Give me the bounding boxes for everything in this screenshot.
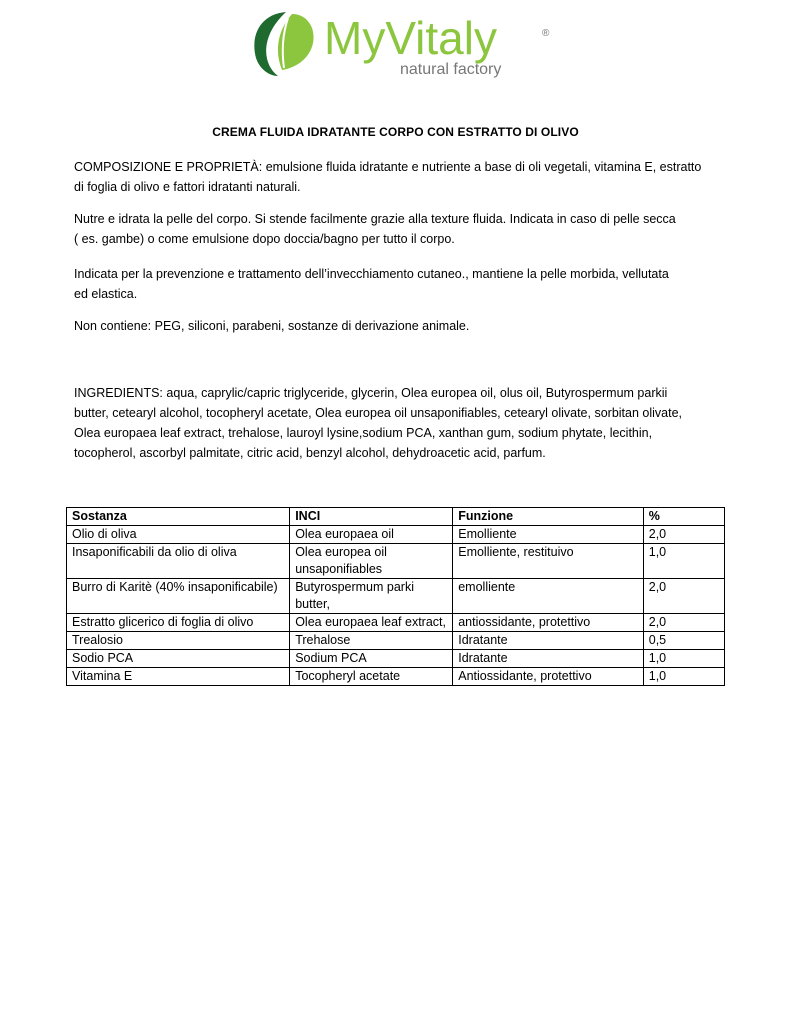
cell-percent: 0,5 bbox=[643, 632, 724, 650]
cell-inci: Sodium PCA bbox=[290, 650, 453, 668]
cell-percent: 2,0 bbox=[643, 579, 724, 614]
table-row bbox=[67, 526, 725, 544]
cell-percent: 2,0 bbox=[643, 526, 724, 544]
header-inci: INCI bbox=[290, 508, 453, 526]
cell-inci: Olea europaea leaf extract, bbox=[290, 614, 453, 632]
cell-sostanza: Vitamina E bbox=[67, 668, 290, 686]
cell-funzione: Emolliente, restituivo bbox=[453, 544, 644, 579]
table-row bbox=[67, 632, 725, 650]
leaf-mark-icon bbox=[254, 12, 313, 76]
cell-funzione: Emolliente bbox=[453, 526, 644, 544]
paragraph-ingredients bbox=[74, 383, 724, 463]
cell-sostanza: Sodio PCA bbox=[67, 650, 290, 668]
paragraph-indications bbox=[74, 264, 724, 304]
cell-funzione: Antiossidante, protettivo bbox=[453, 668, 644, 686]
cell-sostanza: Estratto glicerico di foglia di olivo bbox=[67, 614, 290, 632]
text-line: Indicata per la prevenzione e trattamento dell’invecchiamento cutaneo., mantiene la pelle morbida, vellutata bbox=[74, 267, 669, 281]
paragraph-free-from bbox=[74, 316, 724, 336]
cell-inci: Olea europea oil unsaponifiables bbox=[290, 544, 453, 579]
table-header-row bbox=[67, 508, 725, 526]
text-line: ( es. gambe) o come emulsione dopo doccia/bagno per tutto il corpo. bbox=[74, 232, 455, 246]
text-line: COMPOSIZIONE E PROPRIETÀ: emulsione fluida idratante e nutriente a base di oli vegetali, vitamina E, estratto bbox=[74, 160, 702, 174]
cell-funzione: Idratante bbox=[453, 650, 644, 668]
cell-inci: Butyrospermum parki butter, bbox=[290, 579, 453, 614]
cell-sostanza: Trealosio bbox=[67, 632, 290, 650]
table-row bbox=[67, 579, 725, 614]
paragraph-composition bbox=[74, 157, 724, 197]
substances-table bbox=[66, 507, 725, 686]
text-line: ed elastica. bbox=[74, 287, 138, 301]
paragraph-usage bbox=[74, 209, 724, 249]
table-row bbox=[67, 650, 725, 668]
header-sostanza: Sostanza bbox=[67, 508, 290, 526]
cell-percent: 1,0 bbox=[643, 544, 724, 579]
cell-sostanza: Burro di Karitè (40% insaponificabile) bbox=[67, 579, 290, 614]
header-funzione: Funzione bbox=[453, 508, 644, 526]
text-line: butter, cetearyl alcohol, tocopheryl acetate, Olea europea oil unsaponifiables, cetearyl olivate, sorbitan olivate, bbox=[74, 406, 683, 420]
myvitaly-logo-icon bbox=[248, 6, 560, 82]
table-row bbox=[67, 544, 725, 579]
cell-sostanza: Olio di oliva bbox=[67, 526, 290, 544]
table-row bbox=[67, 668, 725, 686]
brand-logo bbox=[248, 6, 560, 82]
brand-tagline: natural factory bbox=[400, 61, 502, 78]
cell-percent: 1,0 bbox=[643, 668, 724, 686]
cell-inci: Tocopheryl acetate bbox=[290, 668, 453, 686]
header-percent: % bbox=[643, 508, 724, 526]
text-line: Nutre e idrata la pelle del corpo. Si stende facilmente grazie alla texture fluida. Indicata in caso di pelle secca bbox=[74, 212, 676, 226]
table-row bbox=[67, 614, 725, 632]
cell-percent: 1,0 bbox=[643, 650, 724, 668]
text-line: Non contiene: PEG, siliconi, parabeni, sostanze di derivazione animale. bbox=[74, 319, 470, 333]
cell-funzione: Idratante bbox=[453, 632, 644, 650]
brand-my: MyVitaly bbox=[324, 12, 497, 64]
text-line: INGREDIENTS: aqua, caprylic/capric triglyceride, glycerin, Olea europea oil, olus oil, Butyrospermum parkii bbox=[74, 386, 668, 400]
document-title: CREMA FLUIDA IDRATANTE CORPO CON ESTRATTO DI OLIVO bbox=[212, 125, 579, 139]
registered-mark: ® bbox=[542, 28, 550, 39]
cell-funzione: emolliente bbox=[453, 579, 644, 614]
text-line: di foglia di olivo e fattori idratanti naturali. bbox=[74, 180, 301, 194]
cell-sostanza: Insaponificabili da olio di oliva bbox=[67, 544, 290, 579]
cell-inci: Trehalose bbox=[290, 632, 453, 650]
cell-percent: 2,0 bbox=[643, 614, 724, 632]
cell-inci: Olea europaea oil bbox=[290, 526, 453, 544]
cell-funzione: antiossidante, protettivo bbox=[453, 614, 644, 632]
text-line: tocopherol, ascorbyl palmitate, citric acid, benzyl alcohol, dehydroacetic acid, parfum. bbox=[74, 446, 546, 460]
text-line: Olea europaea leaf extract, trehalose, lauroyl lysine,sodium PCA, xanthan gum, sodium phytate, lecithin, bbox=[74, 426, 653, 440]
